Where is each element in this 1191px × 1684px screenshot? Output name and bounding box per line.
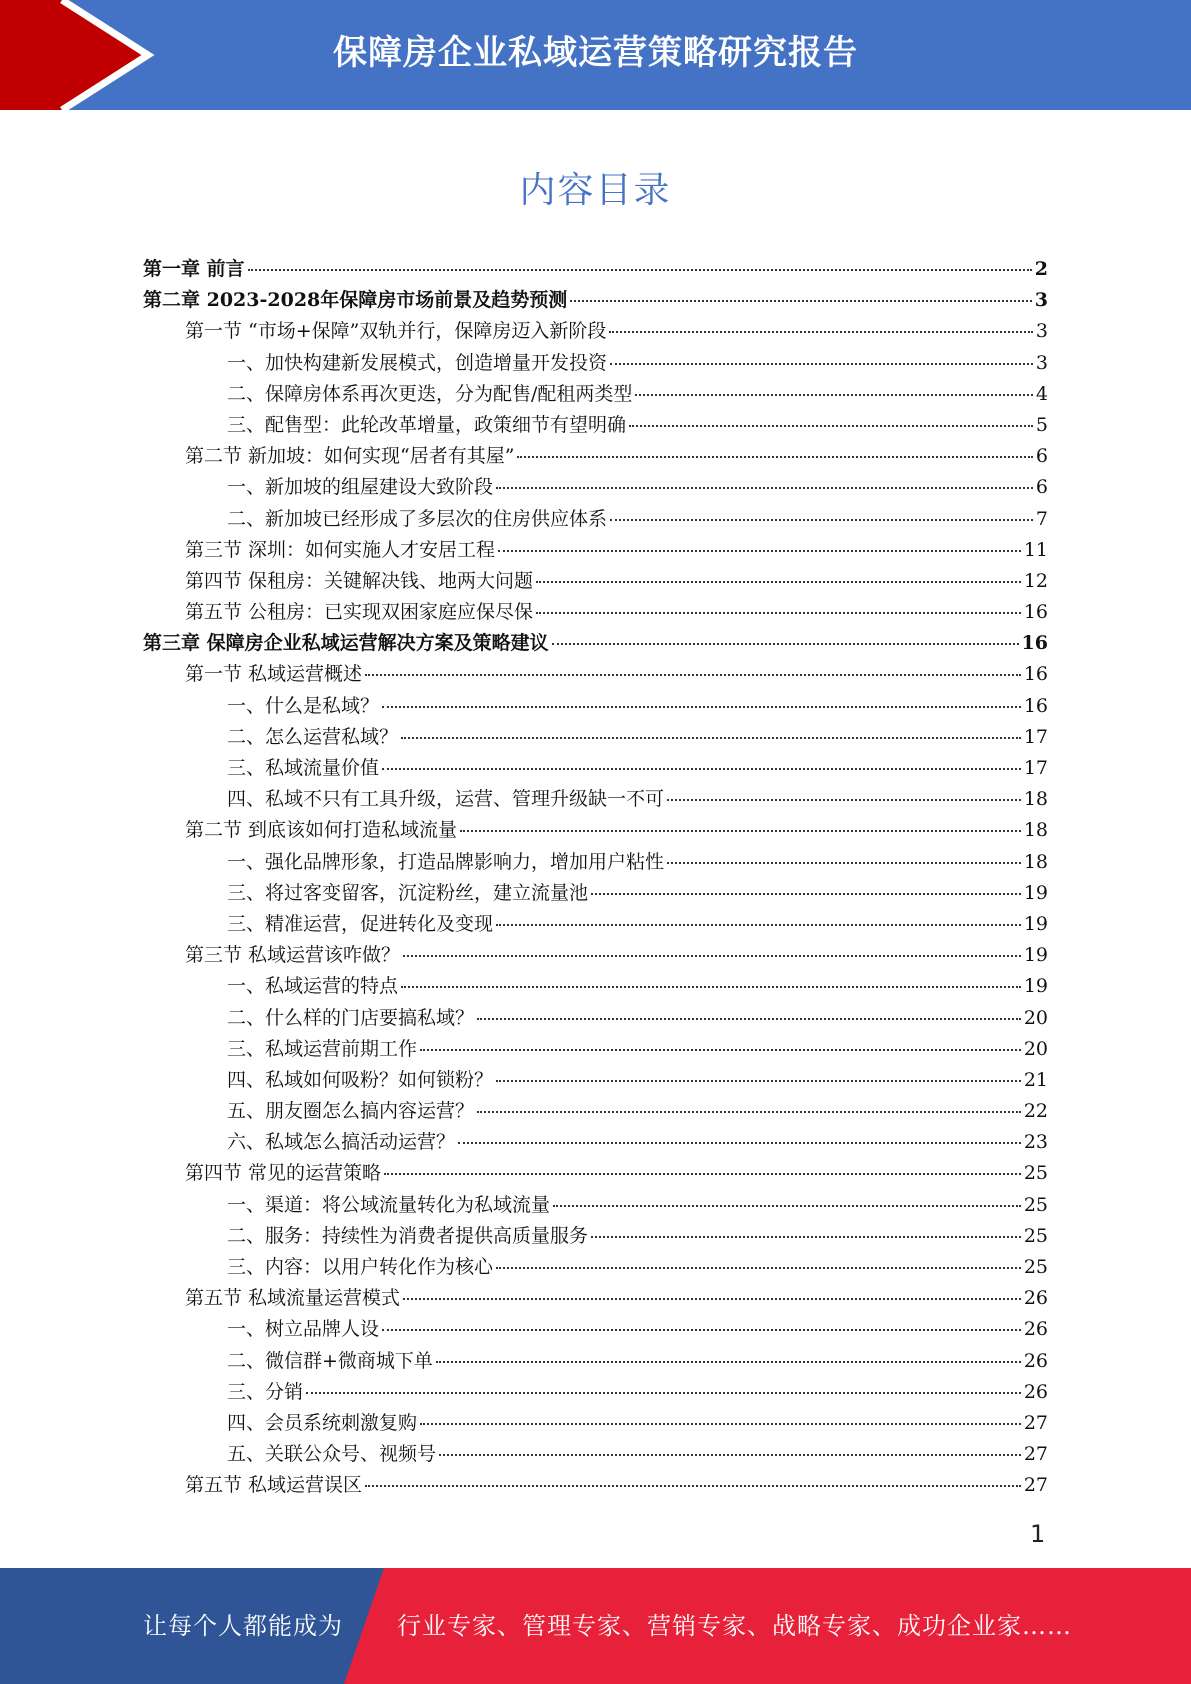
toc-entry-label: 二、服务：持续性为消费者提供高质量服务: [227, 1224, 589, 1247]
toc-entry[interactable]: [143, 504, 1048, 535]
toc-entry[interactable]: [143, 1470, 1048, 1501]
toc-entry-page: 12: [1023, 569, 1048, 592]
toc-dot-leader: [517, 456, 1032, 458]
toc-entry-label: 一、什么是私域？: [227, 694, 380, 717]
toc-entry[interactable]: [143, 1346, 1048, 1377]
toc-entry[interactable]: [143, 597, 1048, 628]
toc-dot-leader: [496, 487, 1033, 489]
toc-entry-page: 11: [1023, 538, 1048, 561]
toc-entry[interactable]: [143, 753, 1048, 784]
toc-entry-label: 第一节 私域运营概述: [185, 663, 363, 686]
toc-entry-page: 25: [1023, 1193, 1048, 1216]
toc-entry-page: 20: [1023, 1006, 1048, 1029]
toc-entry-page: 17: [1023, 757, 1048, 779]
toc-entry-page: 25: [1023, 1224, 1048, 1247]
toc-entry[interactable]: [143, 348, 1048, 379]
toc-entry[interactable]: [143, 815, 1048, 846]
toc-entry[interactable]: [143, 566, 1048, 597]
toc-entry[interactable]: [143, 909, 1048, 940]
toc-entry[interactable]: [143, 628, 1048, 659]
toc-entry-page: 25: [1023, 1162, 1048, 1185]
toc-dot-leader: [496, 924, 1021, 926]
toc-entry[interactable]: [143, 1377, 1048, 1408]
toc-entry-page: 17: [1023, 725, 1048, 748]
toc-entry-label: 二、怎么运营私域？: [227, 725, 399, 748]
toc-entry-label: 一、新加坡的组屋建设大致阶段: [227, 476, 494, 499]
toc-entry-label: 一、加快构建新发展模式，创造增量开发投资: [227, 351, 608, 374]
toc-dot-leader: [401, 737, 1021, 739]
toc-entry-label: 第二章 2023-2028年保障房市场前景及趋势预测: [143, 289, 568, 312]
toc-entry-page: 26: [1023, 1380, 1048, 1403]
toc-dot-leader: [536, 581, 1021, 583]
toc-entry-label: 一、私域运营的特点: [227, 975, 399, 998]
toc-entry-page: 16: [1023, 601, 1048, 624]
toc-entry-page: 26: [1023, 1349, 1048, 1372]
toc-entry[interactable]: [143, 659, 1048, 690]
toc-entry[interactable]: [143, 316, 1048, 347]
toc-entry[interactable]: [143, 722, 1048, 753]
toc-dot-leader: [591, 1236, 1021, 1238]
page-footer: [0, 1568, 1191, 1684]
toc-entry-label: 五、朋友圈怎么搞内容运营？: [227, 1100, 475, 1123]
toc-entry[interactable]: [143, 1003, 1048, 1034]
toc-entry-page: 6: [1035, 445, 1048, 468]
toc-entry-label: 二、保障房体系再次更迭，分为配售/配租两类型: [227, 382, 633, 405]
toc-entry-label: 二、微信群+微商城下单: [227, 1349, 433, 1372]
toc-dot-leader: [635, 394, 1033, 396]
toc-entry-page: 7: [1035, 507, 1048, 530]
toc-entry[interactable]: [143, 971, 1048, 1002]
toc-entry[interactable]: [143, 1439, 1048, 1470]
toc-entry-page: 3: [1035, 351, 1048, 374]
toc-entry[interactable]: [143, 847, 1048, 878]
toc-entry[interactable]: [143, 1252, 1048, 1283]
toc-dot-leader: [382, 706, 1021, 708]
toc-entry-label: 三、配售型：此轮改革增量，政策细节有望明确: [227, 413, 627, 436]
toc-dot-leader: [248, 269, 1032, 271]
toc-entry-label: 第二节 新加坡：如何实现“居者有其屋”: [185, 445, 515, 468]
toc-dot-leader: [401, 986, 1021, 988]
toc-dot-leader: [384, 1173, 1021, 1175]
toc-entry[interactable]: [143, 1283, 1048, 1314]
toc-entry[interactable]: [143, 379, 1048, 410]
toc-entry-label: 三、内容：以用户转化作为核心: [227, 1256, 494, 1278]
toc-entry-label: 二、新加坡已经形成了多层次的住房供应体系: [227, 507, 608, 530]
toc-entry[interactable]: [143, 1158, 1048, 1189]
toc-dot-leader: [382, 768, 1021, 770]
toc-dot-leader: [477, 1111, 1021, 1113]
toc-entry[interactable]: [143, 1096, 1048, 1127]
toc-dot-leader: [460, 830, 1021, 832]
toc-dot-leader: [439, 1454, 1021, 1456]
table-of-contents: [143, 254, 1048, 1502]
toc-entry-label: 第五节 公租房：已实现双困家庭应保尽保: [185, 601, 534, 624]
toc-entry-page: 23: [1023, 1131, 1048, 1154]
toc-entry-label: 第四节 保租房：关键解决钱、地两大问题: [185, 569, 534, 592]
report-title: 保障房企业私域运营策略研究报告: [333, 33, 858, 73]
toc-dot-leader: [420, 1049, 1021, 1051]
toc-entry-label: 四、私域如何吸粉？如何锁粉？: [227, 1068, 494, 1091]
toc-dot-leader: [667, 799, 1021, 801]
toc-entry-page: 19: [1023, 944, 1048, 967]
toc-entry[interactable]: [143, 691, 1048, 722]
toc-entry-label: 五、关联公众号、视频号: [227, 1443, 437, 1466]
toc-entry-label: 第三章 保障房企业私域运营解决方案及策略建议: [143, 632, 549, 655]
toc-dot-leader: [553, 1205, 1021, 1207]
toc-entry[interactable]: [143, 535, 1048, 566]
toc-heading: 内容目录: [519, 170, 672, 211]
toc-entry-label: 一、强化品牌形象，打造品牌影响力，增加用户粘性: [227, 850, 665, 873]
toc-dot-leader: [436, 1361, 1021, 1363]
toc-dot-leader: [403, 955, 1021, 957]
toc-entry-page: 27: [1023, 1411, 1048, 1434]
toc-entry-page: 19: [1023, 912, 1048, 935]
toc-entry-page: 19: [1023, 881, 1048, 904]
toc-dot-leader: [365, 1485, 1021, 1487]
toc-entry[interactable]: [143, 1065, 1048, 1096]
toc-entry[interactable]: [143, 1408, 1048, 1439]
toc-entry-page: 5: [1035, 413, 1048, 436]
toc-dot-leader: [610, 363, 1033, 365]
toc-entry-page: 18: [1023, 850, 1048, 873]
toc-dot-leader: [382, 1329, 1021, 1331]
page-header: [0, 0, 1191, 110]
toc-entry-label: 二、什么样的门店要搞私域？: [227, 1006, 475, 1029]
toc-entry-label: 三、私域运营前期工作: [227, 1037, 418, 1060]
footer-slogan-right: 行业专家、管理专家、营销专家、战略专家、成功企业家……: [397, 1612, 1072, 1640]
toc-dot-leader: [403, 1298, 1021, 1300]
toc-entry-page: 21: [1023, 1068, 1048, 1091]
toc-dot-leader: [306, 1392, 1021, 1394]
toc-entry[interactable]: [143, 784, 1048, 815]
toc-entry-label: 第一节 “市场+保障”双轨并行，保障房迈入新阶段: [185, 320, 607, 343]
toc-entry[interactable]: [143, 254, 1048, 285]
toc-entry-label: 第四节 常见的运营策略: [185, 1162, 382, 1185]
toc-entry[interactable]: [143, 441, 1048, 472]
toc-entry-label: 四、私域不只有工具升级，运营、管理升级缺一不可: [227, 788, 665, 811]
toc-dot-leader: [498, 550, 1021, 552]
toc-entry[interactable]: [143, 1127, 1048, 1158]
toc-entry-page: 18: [1023, 788, 1048, 811]
toc-entry-page: 27: [1023, 1474, 1048, 1497]
toc-entry-page: 20: [1023, 1037, 1048, 1060]
toc-entry-label: 三、精准运营，促进转化及变现: [227, 912, 494, 935]
toc-dot-leader: [496, 1267, 1021, 1269]
toc-entry-page: 16: [1023, 663, 1048, 686]
toc-entry[interactable]: [143, 1034, 1048, 1065]
toc-entry-page: 16: [1023, 694, 1048, 717]
toc-entry-label: 第五节 私域运营误区: [185, 1474, 363, 1497]
toc-dot-leader: [629, 425, 1033, 427]
toc-entry[interactable]: [143, 1314, 1048, 1345]
toc-entry-label: 第二节 到底该如何打造私域流量: [185, 819, 458, 842]
toc-entry[interactable]: [143, 1190, 1048, 1221]
toc-entry[interactable]: [143, 472, 1048, 503]
toc-entry[interactable]: [143, 940, 1048, 971]
toc-entry-page: 22: [1023, 1100, 1048, 1123]
toc-entry-page: 16: [1021, 632, 1048, 655]
toc-entry[interactable]: [143, 285, 1048, 316]
toc-dot-leader: [536, 612, 1021, 614]
toc-dot-leader: [458, 1142, 1021, 1144]
toc-entry-page: 18: [1023, 819, 1048, 842]
toc-dot-leader: [365, 674, 1021, 676]
toc-entry-page: 6: [1035, 476, 1048, 499]
toc-dot-leader: [420, 1423, 1021, 1425]
page-number: 1: [1030, 1520, 1046, 1548]
toc-entry[interactable]: [143, 878, 1048, 909]
toc-entry-label: 第三节 深圳：如何实施人才安居工程: [185, 538, 496, 561]
toc-entry-label: 第五节 私域流量运营模式: [185, 1287, 401, 1310]
toc-entry-page: 3: [1034, 289, 1048, 312]
toc-entry-label: 六、私域怎么搞活动运营？: [227, 1131, 456, 1154]
toc-entry-label: 第三节 私域运营该咋做？: [185, 944, 401, 967]
toc-entry-label: 三、私域流量价值: [227, 757, 380, 779]
toc-entry-label: 一、树立品牌人设: [227, 1318, 380, 1341]
toc-entry[interactable]: [143, 410, 1048, 441]
toc-entry-page: 2: [1034, 258, 1048, 280]
toc-entry-page: 3: [1035, 320, 1048, 343]
toc-entry-page: 27: [1023, 1443, 1048, 1466]
toc-entry-label: 三、分销: [227, 1380, 304, 1403]
toc-entry-page: 19: [1023, 975, 1048, 998]
toc-dot-leader: [591, 893, 1021, 895]
toc-dot-leader: [667, 862, 1021, 864]
toc-dot-leader: [496, 1080, 1021, 1082]
toc-entry-label: 四、会员系统刺激复购: [227, 1411, 418, 1434]
toc-dot-leader: [610, 519, 1033, 521]
toc-entry-page: 4: [1035, 382, 1048, 405]
toc-dot-leader: [477, 1018, 1021, 1020]
toc-dot-leader: [570, 300, 1032, 302]
toc-entry-page: 26: [1023, 1287, 1048, 1310]
footer-slogan-left: 让每个人都能成为: [143, 1612, 343, 1640]
toc-dot-leader: [552, 643, 1019, 645]
toc-entry-label: 一、渠道：将公域流量转化为私域流量: [227, 1193, 551, 1216]
toc-entry-label: 第一章 前言: [143, 258, 245, 280]
toc-entry-label: 三、将过客变留客，沉淀粉丝，建立流量池: [227, 881, 589, 904]
toc-dot-leader: [609, 331, 1033, 333]
toc-entry-page: 26: [1023, 1318, 1048, 1341]
toc-entry-page: 25: [1023, 1256, 1048, 1278]
toc-entry[interactable]: [143, 1221, 1048, 1252]
